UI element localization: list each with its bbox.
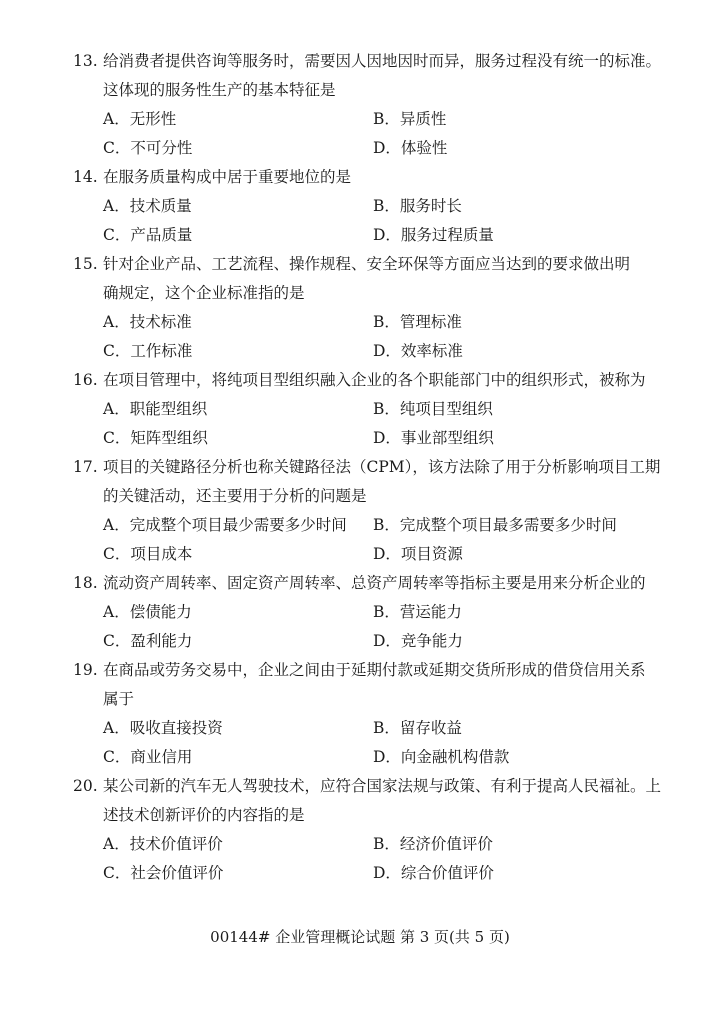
question-text: 确规定，这个企业标准指的是 — [103, 284, 305, 302]
question-stem-line — [73, 482, 673, 511]
question-stem-line — [73, 656, 673, 685]
question-number: 13. — [73, 52, 98, 70]
question-14 — [73, 163, 673, 250]
answer-option-a: A．偿债能力 — [103, 603, 192, 621]
option-row — [73, 859, 673, 888]
option-row — [73, 308, 673, 337]
answer-option-c: C．盈利能力 — [103, 632, 193, 650]
question-stem-line — [73, 801, 673, 830]
question-number: 15. — [73, 255, 98, 273]
option-row — [73, 598, 673, 627]
question-text: 在服务质量构成中居于重要地位的是 — [103, 168, 352, 186]
question-stem-line — [73, 163, 673, 192]
question-stem-line — [73, 250, 673, 279]
option-row — [73, 627, 673, 656]
answer-option-d: D．综合价值评价 — [373, 864, 494, 882]
option-row — [73, 743, 673, 772]
question-text: 在商品或劳务交易中，企业之间由于延期付款或延期交货所形成的借贷信用关系 — [103, 661, 646, 679]
question-text: 这体现的服务性生产的基本特征是 — [103, 81, 336, 99]
question-text: 述技术创新评价的内容指的是 — [103, 806, 305, 824]
answer-option-a: A．技术标准 — [103, 313, 192, 331]
option-row — [73, 105, 673, 134]
question-text: 针对企业产品、工艺流程、操作规程、安全环保等方面应当达到的要求做出明 — [103, 255, 631, 273]
answer-option-b: B．服务时长 — [373, 197, 462, 215]
question-text: 给消费者提供咨询等服务时，需要因人因地因时而异，服务过程没有统一的标准。 — [103, 52, 662, 70]
option-row — [73, 395, 673, 424]
option-row — [73, 540, 673, 569]
answer-option-d: D．向金融机构借款 — [373, 748, 510, 766]
option-row — [73, 511, 673, 540]
question-number: 16. — [73, 371, 98, 389]
answer-option-d: D．竞争能力 — [373, 632, 463, 650]
answer-option-b: B．经济价值评价 — [373, 835, 493, 853]
page-footer: 00144# 企业管理概论试题 第 3 页(共 5 页) — [210, 928, 510, 946]
answer-option-a: A．吸收直接投资 — [103, 719, 223, 737]
answer-option-a: A．技术质量 — [103, 197, 192, 215]
question-text: 的关键活动，还主要用于分析的问题是 — [103, 487, 367, 505]
question-text: 项目的关键路径分析也称关键路径法（CPM），该方法除了用于分析影响项目工期 — [103, 458, 661, 476]
question-number: 17. — [73, 458, 98, 476]
answer-option-a: A．职能型组织 — [103, 400, 208, 418]
answer-option-d: D．效率标准 — [373, 342, 463, 360]
answer-option-b: B．异质性 — [373, 110, 447, 128]
question-number: 19. — [73, 661, 98, 679]
question-stem-line — [73, 772, 673, 801]
answer-option-d: D．服务过程质量 — [373, 226, 494, 244]
question-number: 14. — [73, 168, 98, 186]
question-16 — [73, 366, 673, 453]
question-20 — [73, 772, 673, 888]
question-19 — [73, 656, 673, 772]
question-text: 流动资产周转率、固定资产周转率、总资产周转率等指标主要是用来分析企业的 — [103, 574, 646, 592]
question-13 — [73, 47, 673, 163]
question-stem-line — [73, 569, 673, 598]
question-stem-line — [73, 453, 673, 482]
answer-option-b: B．营运能力 — [373, 603, 462, 621]
question-text: 某公司新的汽车无人驾驶技术，应符合国家法规与政策、有利于提高人民福祉。上 — [103, 777, 662, 795]
option-row — [73, 424, 673, 453]
question-17 — [73, 453, 673, 569]
option-row — [73, 337, 673, 366]
answer-option-c: C．商业信用 — [103, 748, 193, 766]
question-stem-line — [73, 685, 673, 714]
answer-option-c: C．不可分性 — [103, 139, 193, 157]
answer-option-c: C．产品质量 — [103, 226, 193, 244]
question-stem-line — [73, 279, 673, 308]
option-row — [73, 830, 673, 859]
answer-option-b: B．纯项目型组织 — [373, 400, 493, 418]
question-number: 20. — [73, 777, 98, 795]
question-18 — [73, 569, 673, 656]
question-list — [73, 47, 673, 888]
question-text: 在项目管理中，将纯项目型组织融入企业的各个职能部门中的组织形式，被称为 — [103, 371, 646, 389]
question-number: 18. — [73, 574, 98, 592]
question-stem-line — [73, 366, 673, 395]
answer-option-c: C．社会价值评价 — [103, 864, 224, 882]
answer-option-d: D．事业部型组织 — [373, 429, 494, 447]
answer-option-b: B．留存收益 — [373, 719, 462, 737]
question-text: 属于 — [103, 690, 135, 708]
answer-option-c: C．项目成本 — [103, 545, 193, 563]
answer-option-a: A．技术价值评价 — [103, 835, 223, 853]
question-stem-line — [73, 76, 673, 105]
option-row — [73, 221, 673, 250]
question-15 — [73, 250, 673, 366]
answer-option-a: A．完成整个项目最少需要多少时间 — [103, 516, 347, 534]
answer-option-b: B．完成整个项目最多需要多少时间 — [373, 516, 617, 534]
answer-option-b: B．管理标准 — [373, 313, 462, 331]
option-row — [73, 714, 673, 743]
answer-option-a: A．无形性 — [103, 110, 177, 128]
option-row — [73, 192, 673, 221]
answer-option-d: D．体验性 — [373, 139, 448, 157]
option-row — [73, 134, 673, 163]
answer-option-d: D．项目资源 — [373, 545, 463, 563]
answer-option-c: C．矩阵型组织 — [103, 429, 208, 447]
answer-option-c: C．工作标准 — [103, 342, 193, 360]
question-stem-line — [73, 47, 673, 76]
